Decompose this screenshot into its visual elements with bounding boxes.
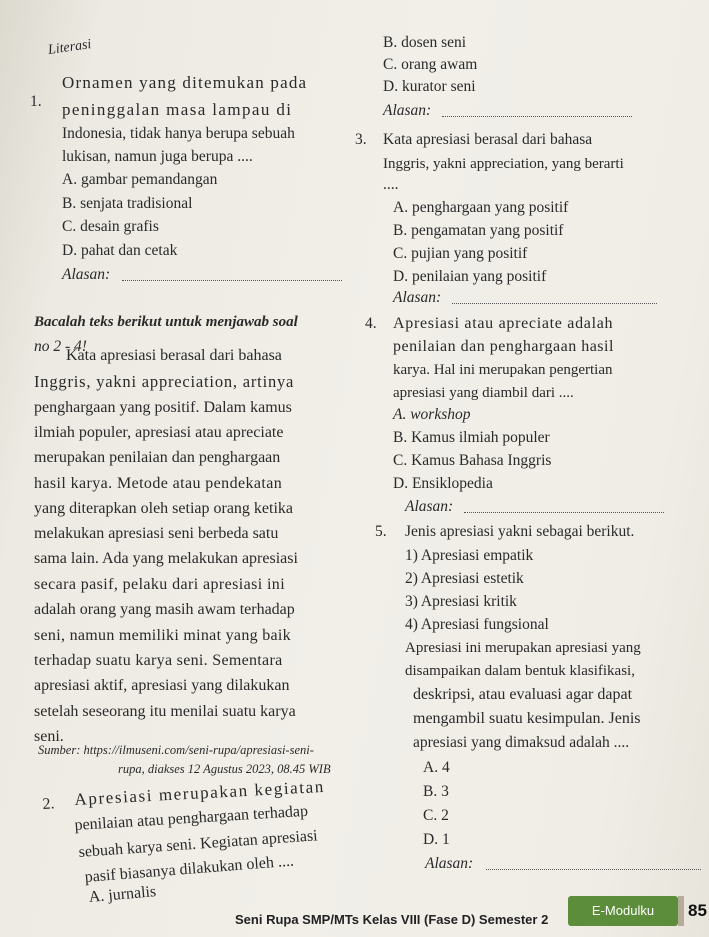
q5-item-1: 1) Apresiasi empatik bbox=[405, 547, 534, 564]
q1-line-4: lukisan, namun juga berupa .... bbox=[62, 148, 253, 165]
passage-line-9: sama lain. Ada yang melakukan apresiasi bbox=[34, 550, 298, 567]
page-number: 85 bbox=[688, 901, 707, 920]
page-tab-accent bbox=[678, 896, 684, 926]
q1-option-b: B. senjata tradisional bbox=[62, 195, 193, 212]
q1-option-d: D. pahat dan cetak bbox=[62, 242, 178, 259]
section-label: Literasi bbox=[47, 37, 93, 58]
q4-option-a: A. workshop bbox=[393, 406, 471, 423]
passage-line-2: Inggris, yakni appreciation, artinya bbox=[34, 372, 295, 391]
q3-answer-line[interactable] bbox=[452, 303, 657, 304]
passage-line-3: penghargaan yang positif. Dalam kamus bbox=[34, 399, 292, 416]
q4-answer-line[interactable] bbox=[464, 512, 664, 513]
q2-line-2: penilaian atau penghargaan terhadap bbox=[74, 802, 309, 834]
q4-number: 4. bbox=[365, 315, 377, 332]
q3-option-a: A. penghargaan yang positif bbox=[393, 199, 569, 216]
q5-para-line-3: deskripsi, atau evaluasi agar dapat bbox=[413, 686, 633, 703]
passage-line-12: seni, namun memiliki minat yang baik bbox=[34, 627, 291, 644]
q4-option-c: C. Kamus Bahasa Inggris bbox=[393, 452, 552, 469]
q3-line-2: Inggris, yakni appreciation, yang berarti bbox=[383, 156, 624, 172]
q1-option-a: A. gambar pemandangan bbox=[62, 171, 218, 188]
q3-line-1: Kata apresiasi berasal dari bahasa bbox=[383, 131, 593, 148]
q2-line-1: Apresiasi merupakan kegiatan bbox=[74, 776, 326, 809]
q5-item-2: 2) Apresiasi estetik bbox=[405, 570, 524, 587]
q5-answer-line[interactable] bbox=[486, 869, 701, 870]
q2-line-3: sebuah karya seni. Kegiatan apresiasi bbox=[78, 827, 319, 861]
q4-alasan: Alasan: bbox=[405, 498, 454, 515]
q5-alasan: Alasan: bbox=[425, 855, 474, 872]
q5-para-line-2: disampaikan dalam bentuk klasifikasi, bbox=[405, 663, 635, 679]
q2-number: 2. bbox=[42, 795, 55, 813]
q4-line-2: penilaian dan penghargaan hasil bbox=[393, 338, 614, 355]
passage-line-6: hasil karya. Metode atau pendekatan bbox=[34, 475, 283, 492]
q5-item-3: 3) Apresiasi kritik bbox=[405, 593, 517, 610]
q4-line-4: apresiasi yang diambil dari .... bbox=[393, 385, 574, 401]
passage-line-7: yang diterapkan oleh setiap orang ketika bbox=[34, 500, 294, 517]
emodule-badge: E-Modulku bbox=[568, 896, 678, 926]
q1-answer-line[interactable] bbox=[122, 280, 342, 281]
q1-alasan-label: Alasan: bbox=[62, 266, 111, 283]
q3-alasan: Alasan: bbox=[393, 289, 442, 306]
q5-para-line-4: mengambil suatu kesimpulan. Jenis bbox=[413, 710, 641, 727]
q3-option-c: C. pujian yang positif bbox=[393, 245, 528, 262]
q1-alasan-right: Alasan: bbox=[383, 102, 432, 119]
passage-line-13: terhadap suatu karya seni. Sementara bbox=[34, 652, 283, 669]
q1-line-1: Ornamen yang ditemukan pada bbox=[62, 73, 308, 92]
instruction-line-1: Bacalah teks berikut untuk menjawab soal bbox=[34, 314, 298, 330]
q5-option-b: B. 3 bbox=[423, 783, 449, 800]
q4-line-3: karya. Hal ini merupakan pengertian bbox=[393, 362, 613, 378]
passage-line-15: setelah seseorang itu menilai suatu karya bbox=[34, 703, 296, 720]
q5-option-a: A. 4 bbox=[423, 759, 450, 776]
q5-number: 5. bbox=[375, 523, 387, 540]
passage-line-10: secara pasif, pelaku dari apresiasi ini bbox=[34, 576, 286, 593]
source-line-2: rupa, diakses 12 Agustus 2023, 08.45 WIB bbox=[118, 762, 331, 776]
q1-number: 1. bbox=[30, 93, 42, 110]
q1-option-c-right: C. orang awam bbox=[383, 56, 478, 73]
q1-option-c: C. desain grafis bbox=[62, 218, 159, 235]
passage-line-5: merupakan penilaian dan penghargaan bbox=[34, 449, 281, 466]
passage-line-11: adalah orang yang masih awam terhadap bbox=[34, 601, 295, 618]
q3-option-d: D. penilaian yang positif bbox=[393, 268, 547, 285]
instruction-line-2: no 2 - 4! bbox=[34, 338, 87, 355]
passage-line-16: seni. bbox=[34, 728, 64, 745]
source-line-1: Sumber: https://ilmuseni.com/seni-rupa/apresiasi-seni- bbox=[38, 743, 314, 757]
q4-line-1: Apresiasi atau apreciate adalah bbox=[393, 315, 614, 332]
q5-line-1: Jenis apresiasi yakni sebagai berikut. bbox=[405, 523, 635, 540]
q3-line-3: .... bbox=[383, 176, 399, 193]
q1-answer-line-right[interactable] bbox=[442, 116, 632, 117]
footer-title: Seni Rupa SMP/MTs Kelas VIII (Fase D) Semester 2 bbox=[235, 912, 549, 927]
q5-option-d: D. 1 bbox=[423, 831, 450, 848]
q5-option-c: C. 2 bbox=[423, 807, 449, 824]
passage-line-14: apresiasi aktif, apresiasi yang dilakukan bbox=[34, 677, 290, 694]
q1-option-b-right: B. dosen seni bbox=[383, 34, 467, 51]
q2-option-a: A. jurnalis bbox=[88, 883, 157, 906]
q4-option-b: B. Kamus ilmiah populer bbox=[393, 429, 550, 446]
passage-line-4: ilmiah populer, apresiasi atau apreciate bbox=[34, 424, 284, 441]
q1-option-d-right: D. kurator seni bbox=[383, 78, 476, 95]
q3-number: 3. bbox=[355, 131, 367, 148]
passage-line-1: Kata apresiasi berasal dari bahasa bbox=[66, 347, 282, 364]
passage-line-8: melakukan apresiasi seni berbeda satu bbox=[34, 525, 279, 542]
q4-option-d: D. Ensiklopedia bbox=[393, 475, 493, 492]
q1-line-2: peninggalan masa lampau di bbox=[62, 100, 293, 119]
q5-item-4: 4) Apresiasi fungsional bbox=[405, 616, 549, 633]
q5-para-line-5: apresiasi yang dimaksud adalah .... bbox=[413, 734, 630, 751]
q5-para-line-1: Apresiasi ini merupakan apresiasi yang bbox=[405, 640, 641, 656]
q2-line-4: pasif biasanya dilakukan oleh .... bbox=[84, 852, 295, 886]
q1-line-3: Indonesia, tidak hanya berupa sebuah bbox=[62, 125, 295, 142]
q3-option-b: B. pengamatan yang positif bbox=[393, 222, 564, 239]
